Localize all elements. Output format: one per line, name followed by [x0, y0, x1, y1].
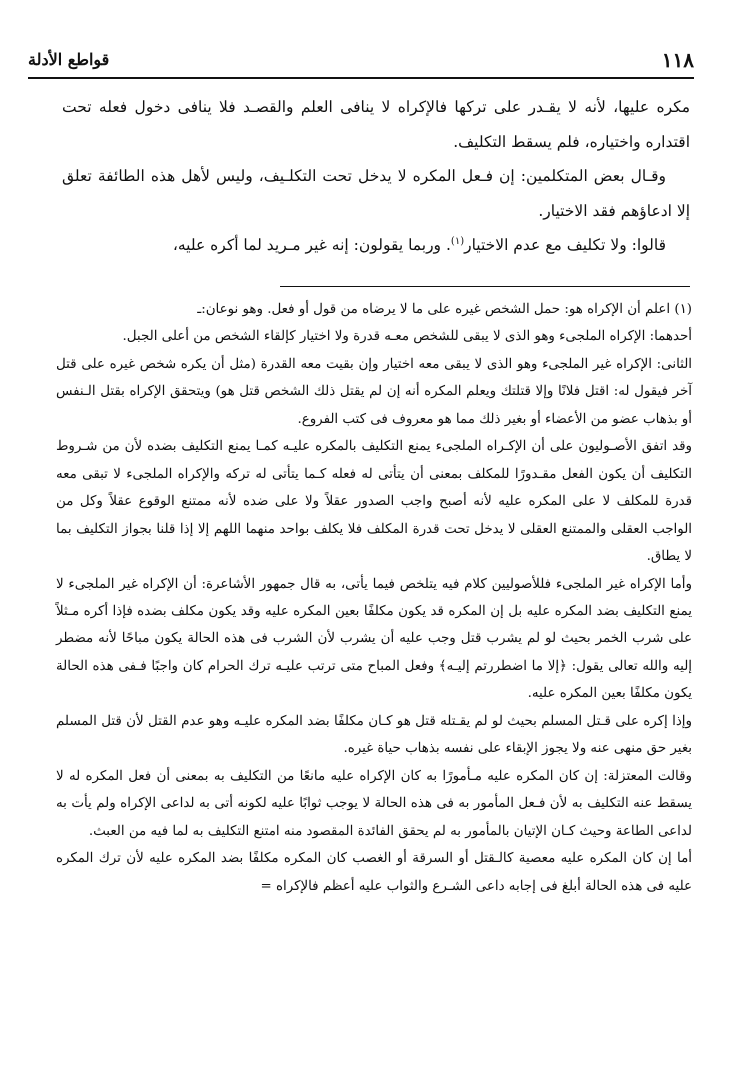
footnote-reference[interactable]: (١): [450, 235, 465, 247]
footnote-paragraph: وقالت المعتزلة: إن كان المكره عليه مـأمورًا به كان الإكراه عليه مانعًا من التكليف به بمعنى أن فعل المكره له لا يسقط عنه التكليف به لأن فـعل المأمور به فى هذه الحالة لا يوجب ثوابًا عليه لكونه أتى به لداعى الإكراه ولم يأت به لداعى الطاعة وحيث كـان الإتيان بالمأمور به لم يحقق الفائدة المقصود منه امتنع التكليف به لما فيه من العبث.: [56, 768, 692, 839]
paragraph-1: مكره عليها، لأنه لا يقـدر على تركها فالإكراه لا ينافى العلم والقصـد فلا ينافى دخول فعله تحت اقتداره واختياره، فلم يسقط التكليف.: [62, 98, 690, 151]
footnote-paragraph: وأما الإكراه غير الملجىء فللأصوليين كلام فيه يتلخص فيما يأتى، به قال جمهور الأشاعرة: أن الإكراه غير الملجىء لا يمنع التكليف بضد المكره عليه بل إن المكره قد يكون مكلفًا بعين المكره عليه وقد يكون مكلف بضده فإذا أكره مـثلاً على شرب الخمر بحيث لو لم يشرب قتل وجب عليه أن يشرب لأن الشرب فى هذه الحالة يكون مباحًا لأنه مضطر إليه والله تعالى يقول: ﴿إلا ما اضطررتم إليـه﴾ وفعل المباح متى ترتب عليـه ترك الحرام كان واجبًا فـفى هذه الحالة يكون مكلفًا بعين المكره عليه.: [56, 576, 692, 702]
footnote-paragraph: أحدهما: الإكراه الملجىء وهو الذى لا يبقى للشخص معـه قدرة ولا اختيار كإلقاء الشخص من أعلى الجبل.: [122, 329, 692, 345]
main-text: [62, 90, 690, 263]
paragraph-2: وقـال بعض المتكلمين: إن فـعل المكره لا يدخل تحت التكلـيف، وليس لأهل هذه الطائفة تعلق إلا ادعاؤهم فقد الاختيار.: [62, 167, 690, 220]
header-rule: [28, 77, 694, 79]
paragraph-3-start: قالوا: ولا تكليف مع عدم الاختيار: [464, 236, 666, 254]
running-title: قواطع الأدلة: [28, 50, 110, 69]
footnote-paragraph: وقد اتفق الأصـوليون على أن الإكـراه الملجىء يمنع التكليف بالمكره عليـه كمـا يمنع التكليف بضده لأن من شـروط التكليف أن يكون الفعل مقـدورًا للمكلف بمعنى أن يتأتى له فعله كـما يتأتى له تركه والإكراه الملجىء لا تبقى معه قدرة للمكلف لا على المكره عليه لأنه أصبح واجب الصدور عقلاً ولا على ضده لأنه ممتنع الوقوع عقلاً وكل من الواجب العقلى والممتنع العقلى لا يدخل تحت قدرة المكلف فلا يكلف بواحد منهما اللهم إلا إذا قلنا بجواز التكليف بما لا يطاق.: [56, 439, 692, 565]
page-header: [28, 46, 694, 76]
footnote-paragraph: وإذا إكره على قـتل المسلم بحيث لو لم يقـتله قتل هو كـان مكلفًا بضد المكره عليـه وهو عدم القتل لأن قتل المسلم بغير حق منهى عنه ولا يجوز الإبقاء على نفسه بذهاب حياة غيره.: [56, 713, 692, 757]
page-number: ١١٨: [661, 48, 694, 72]
paragraph-3-end: . وربما يقولون: إنه غير مـريد لما أكره عليه،: [172, 236, 451, 254]
footnote-rule: [280, 286, 690, 287]
footnote-paragraph: الثانى: الإكراه غير الملجىء وهو الذى لا يبقى معه اختيار وإن بقيت معه القدرة (مثل أن يكره شخص غيره على قتل آخر فيقول له: اقتل فلانًا وإلا قتلتك ويعلم المكره أنه إن لم يقتل ذلك الشخص قتل هو) ويتحقق الإكراه بقتل الـنفس أو بذهاب عضو من الأعضاء أو بغير ذلك مما هو معروف فى كتب الفروع.: [56, 356, 692, 427]
footnotes: [56, 296, 692, 900]
paragraph-3: [62, 228, 690, 263]
footnote-paragraph: أما إن كان المكره عليه معصية كالـقتل أو السرقة أو الغصب كان المكره مكلفًا بضد المكره عليه لأن ترك المكره عليه فى هذه الحالة أبلغ فى إجابه داعى الشـرع والثواب عليه أعظم فالإكراه =: [56, 851, 692, 894]
footnote-intro: (١) اعلم أن الإكراه هو: حمل الشخص غيره على ما لا يرضاه من قول أو فعل. وهو نوعان:ـ: [197, 302, 692, 317]
